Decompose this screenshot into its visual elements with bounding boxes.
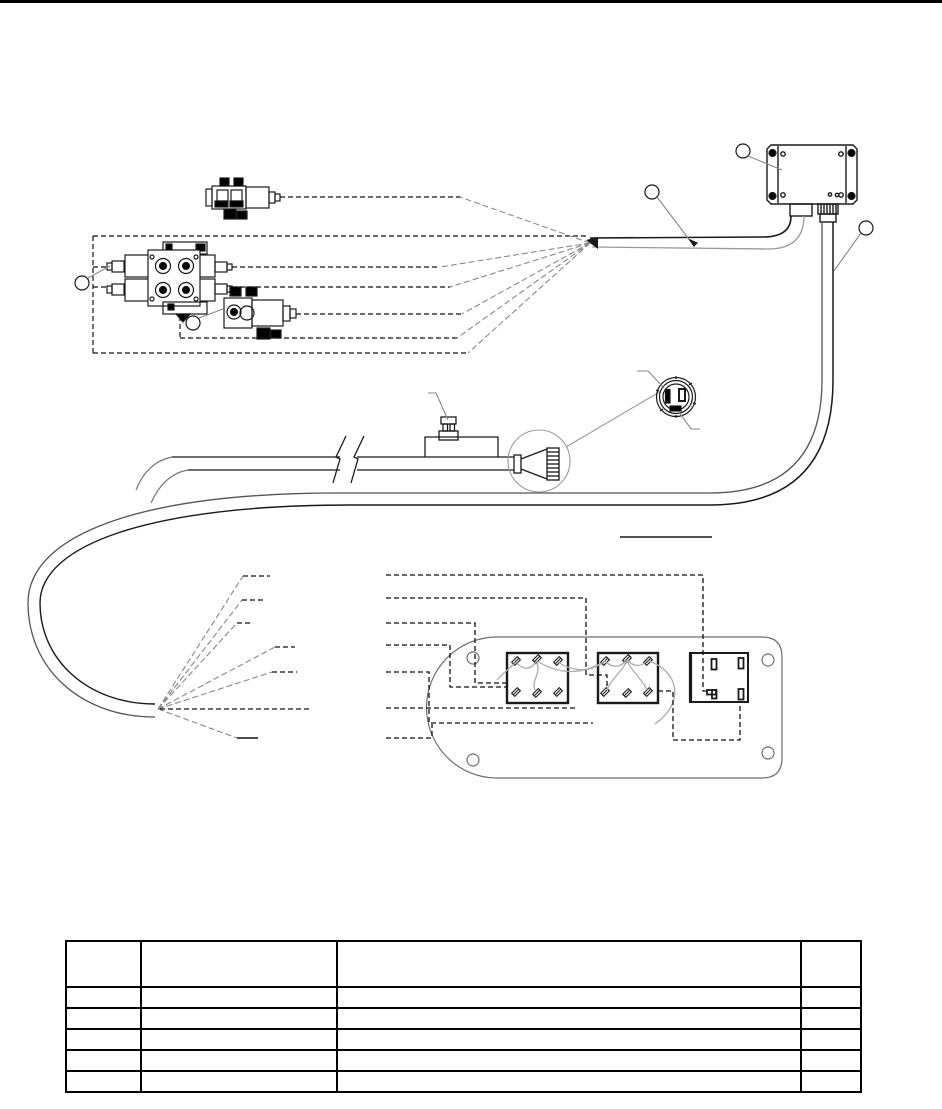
parts-table-cell [66,1008,141,1029]
multipin-connector-icon [547,448,559,480]
parts-table-cell [801,1008,861,1029]
switch-panel-plate [386,575,782,778]
parts-table-row [66,1008,861,1029]
parts-table-cell [337,1029,801,1050]
parts-table-header-row [66,941,861,987]
fused-harness [172,391,661,492]
callout-balloon [645,185,659,199]
terminal-leader-bottom [679,412,700,429]
parts-table-header-cell [66,941,141,987]
magnifier-circle [508,430,570,492]
parts-table-header-cell [141,941,337,987]
parts-table [65,940,862,1093]
parts-table-row [66,1071,861,1092]
parts-table-header-cell [337,941,801,987]
valve-wire-fan [440,197,590,353]
parts-table-cell [141,1029,337,1050]
parts-table-cell [141,987,337,1008]
callout-balloon [736,144,750,158]
parts-table-row [66,1050,861,1071]
parts-table-cell [801,1050,861,1071]
parts-table-cell [66,1029,141,1050]
cable-gland-left [790,204,812,216]
detail-link-line [566,391,661,447]
fanout-wire-stubs [160,576,312,709]
cable-break-icon [333,436,364,483]
panel-wire-routes [386,575,740,740]
callout-balloon [859,221,873,235]
parts-table-cell [337,1050,801,1071]
parts-table-cell [141,1050,337,1071]
parts-table-header-cell [801,941,861,987]
mounting-hole [762,747,774,759]
callout-balloon [75,276,89,290]
parts-table-cell [141,1071,337,1092]
parts-table-cell [337,1008,801,1029]
mounting-hole [467,652,479,664]
parts-table-row [66,987,861,1008]
parts-table-cell [141,1008,337,1029]
parts-table-cell [801,1071,861,1092]
solenoid-valve-lower [224,287,296,339]
fuse-tap-leader-line [428,393,448,420]
mounting-hole [467,754,479,766]
panel-receptacle [690,653,748,702]
parts-table-cell [337,987,801,1008]
parts-table-cell [801,987,861,1008]
cable-gland-right [818,204,838,222]
solenoid-valve-double-stack [107,242,232,322]
wire-fanout [158,576,312,738]
fanout-leads [158,576,275,738]
toggle-switch-left [507,653,568,703]
callout-balloon [186,316,200,330]
mounting-hole [762,654,774,666]
parts-table-cell [801,1029,861,1050]
junction-box [767,145,857,222]
parts-table-cell [66,1050,141,1071]
parts-table-cell [66,1071,141,1092]
parts-table-cell [337,1071,801,1092]
solenoid-valve-top [206,178,280,219]
parts-table-row [66,1029,861,1050]
page-top-edge [0,0,942,3]
parts-table-cell [66,987,141,1008]
